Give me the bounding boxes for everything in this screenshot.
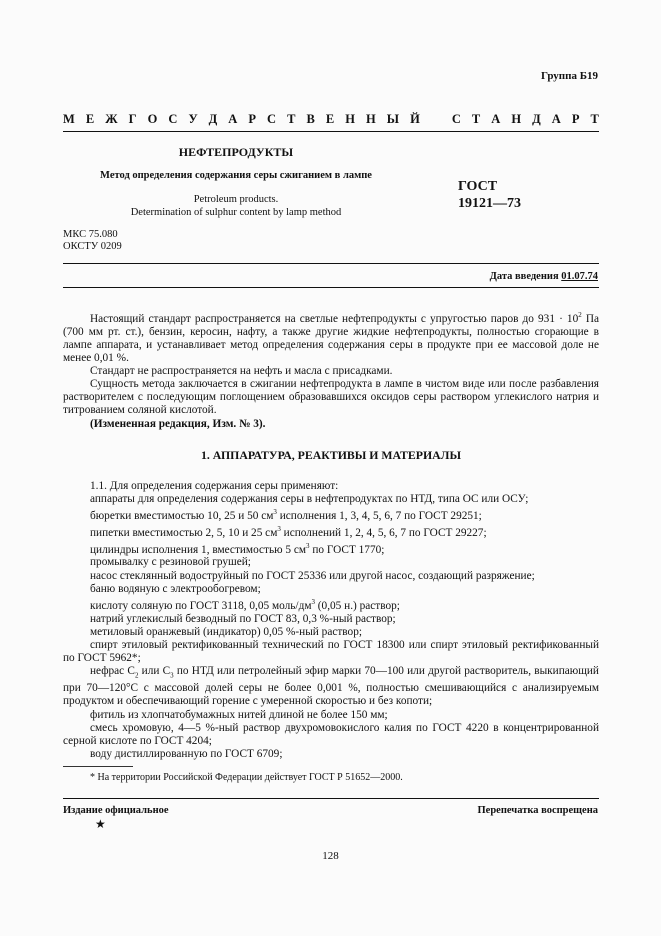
footnote-rule (63, 766, 133, 767)
date-label: Дата введения (489, 271, 562, 282)
header-rule (63, 131, 599, 132)
banner-letter: Д (208, 112, 218, 126)
banner-letter: В (306, 112, 315, 126)
banner-letter: Р (571, 112, 580, 126)
mks-code: МКС 75.080 (63, 229, 118, 240)
banner-letter: Н (365, 112, 376, 126)
list-item: промывалку с резиновой грушей; (90, 556, 251, 569)
banner-letter: О (147, 112, 158, 126)
footer-rule (63, 798, 599, 799)
banner-letter: У (188, 112, 198, 126)
list-item: пипетки вместимостью 2, 5, 10 и 25 $см^3$ исполнений 1, 2, 4, 5, 6, 7 по ГОСТ 29227; (90, 524, 487, 539)
english-title-line1: Petroleum products. (193, 194, 279, 205)
paragraph: Сущность метода заключается в сжигании нефтепродукта в лампе в чистом виде или после разбавления растворителем с последующим поглощением образовавшихся оксидов серы раствором углекислого натрия и титрованием соляной кислотой. (63, 378, 599, 417)
banner-letter: С (267, 112, 277, 126)
standard-banner (63, 112, 599, 127)
introduction-date (490, 271, 598, 282)
document-body (63, 309, 599, 761)
english-title-line2: Determination of sulphur content by lamp method (130, 207, 342, 218)
paragraph: Настоящий стандарт распространяется на светлые нефтепродукты с упругостью паров до $931 \cdot 10^2$ Па (700 мм рт. ст.), бензин, керосин, нафту, а также другие жидкие нефтепродукты, полностью сгорающие в лампе аппарата, и устанавливает метод определения содержания серы в продукте при ее массовой доле не менее 0,01 %. (63, 311, 600, 365)
list-item: насос стеклянный водоструйный по ГОСТ 25336 или другой насос, создающий разряжение; (90, 569, 535, 582)
banner-letter: А (228, 112, 238, 126)
body-top-rule (63, 287, 599, 288)
list-item: метиловый оранжевый (индикатор) 0,05 %-ный раствор; (90, 625, 362, 638)
gost-designation (458, 178, 521, 212)
banner-letter: Н (345, 112, 355, 126)
banner-letter: Ж (105, 112, 118, 126)
banner-letter: С (451, 112, 461, 126)
document-subtitle: Метод определения содержания серы сжиганием в лампе (100, 170, 372, 181)
document-title: НЕФТЕПРОДУКТЫ (178, 145, 294, 159)
paragraph: Стандарт не распространяется на нефть и масла с присадками. (90, 365, 393, 378)
group-code: Группа Б19 (541, 70, 598, 82)
official-edition-label: Издание официальное (63, 805, 169, 816)
banner-letter: С (168, 112, 178, 126)
banner-letter: Т (287, 112, 296, 126)
list-item: баню водяную с электрообогревом; (90, 582, 261, 595)
list-item: кислоту соляную по ГОСТ 3118, 0,05 моль/$дм^3$ (0,05 н.) раствор; (90, 597, 400, 612)
list-item: нефрас $С_2$ или $С_3$ по НТД или петролейный эфир марки 70—100 или другой растворитель, выкипающий при 70—120°С с массовой долей серы не более 0,001 %, полностью смешивающийся с анализируемым продуктом и обеспечивающий горение с умеренной скоростью и без копоти; (63, 664, 599, 708)
banner-letter: Е (85, 112, 95, 126)
banner-letter: Т (471, 112, 481, 126)
date-rule (63, 263, 599, 264)
gost-number: 19121—73 (458, 196, 521, 211)
amendment-note: (Измененная редакция, Изм. № 3). (90, 417, 266, 430)
classification-codes (63, 229, 122, 253)
star-icon: ★ (95, 817, 106, 831)
banner-letter: А (491, 112, 501, 126)
banner-letter: М (63, 112, 75, 126)
banner-letter: Е (325, 112, 335, 126)
list-item: смесь хромовую, 4—5 %-ный раствор двухромовокислого калия по ГОСТ 4220 в концентрированной серной кислоте по ГОСТ 4204; (63, 721, 599, 747)
banner-letter: Ы (386, 112, 400, 126)
list-item: аппараты для определения содержания серы в нефтепродуктах по НТД, типа ОС или ОСУ; (90, 492, 529, 505)
okstu-code: ОКСТУ 0209 (63, 241, 122, 252)
list-item: воду дистиллированную по ГОСТ 6709; (90, 747, 283, 760)
banner-letter: Г (128, 112, 137, 126)
list-item: 1.1. Для определения содержания серы применяют: (90, 479, 339, 492)
banner-letter: Й (410, 112, 420, 126)
page-number: 128 (322, 850, 339, 862)
list-item: натрий углекислый безводный по ГОСТ 83, 0,3 %-ный раствор; (90, 612, 396, 625)
banner-letter: Н (511, 112, 522, 126)
list-item: цилиндры исполнения 1, вместимостью 5 $см^3$ по ГОСТ 1770; (90, 541, 385, 556)
list-item: бюретки вместимостью 10, 25 и 50 $см^3$ исполнения 1, 3, 4, 5, 6, 7 по ГОСТ 29251; (90, 507, 482, 522)
banner-letter: Д (532, 112, 541, 126)
date-value: 01.07.74 (561, 271, 598, 282)
section-heading: 1. АППАРАТУРА, РЕАКТИВЫ И МАТЕРИАЛЫ (200, 447, 462, 462)
banner-gap (431, 112, 441, 127)
footnote: * На территории Российской Федерации действует ГОСТ Р 51652—2000. (90, 772, 403, 783)
reprint-prohibited-label: Перепечатка воспрещена (477, 805, 598, 816)
banner-letter: Р (248, 112, 256, 126)
gost-label: ГОСТ (458, 179, 498, 194)
list-item: спирт этиловый ректификованный технический по ГОСТ 18300 или спирт этиловый ректификованный по ГОСТ 5962*; (63, 638, 599, 664)
banner-letter: Т (590, 112, 599, 126)
list-item: фитиль из хлопчатобумажных нитей длиной не более 150 мм; (90, 708, 388, 721)
banner-letter: А (551, 112, 561, 126)
